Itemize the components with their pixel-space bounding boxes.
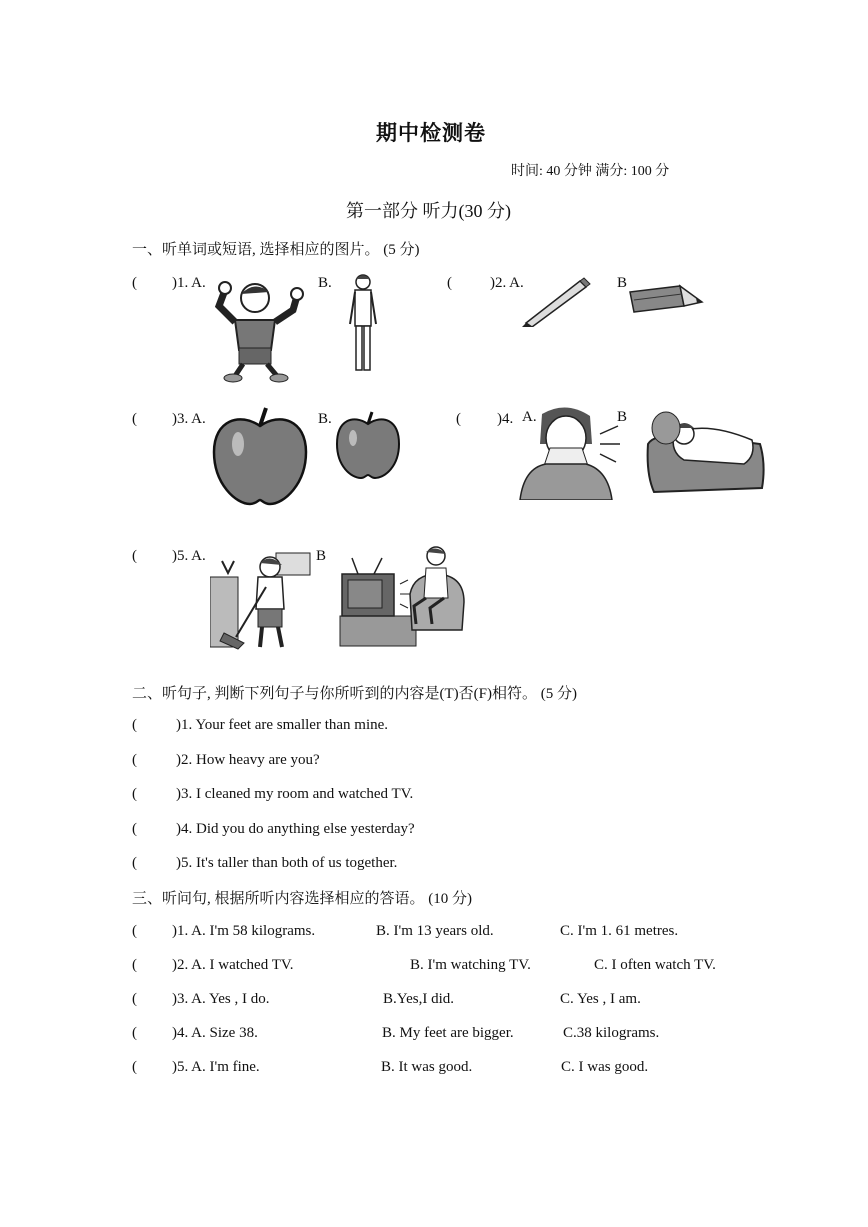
item-paren: ( [132,548,137,564]
thin-man-picture [345,272,381,376]
item-option-b: B. [318,275,332,291]
item-paren: ( [132,275,137,291]
question-option-b: B. My feet are bigger. [382,1025,514,1041]
question-paren: ( [132,821,137,837]
question-option-c: C. I'm 1. 61 metres. [560,923,679,939]
question-option-a: )3. A. Yes , I do. [172,991,270,1007]
question-option-a: )1. A. I'm 58 kilograms. [172,923,316,939]
question-option-a: )2. A. I watched TV. [172,957,294,973]
item-option-b: B [316,548,327,564]
question-text: )4. Did you do anything else yesterday? [176,821,415,837]
question-paren: ( [132,855,137,871]
short-pencil-picture [626,280,706,316]
item-number: )1. A. [172,275,206,291]
item-number: )5. A. [172,548,206,564]
exam-meta: 时间: 40 分钟 满分: 100 分 [511,164,670,179]
question-paren: ( [132,717,137,733]
question-text: )3. I cleaned my room and watched TV. [176,786,414,802]
question-paren: ( [132,786,137,802]
question-option-b: B. I'm 13 years old. [376,923,494,939]
question-paren: ( [132,1025,137,1041]
item-option-b: B [617,275,628,291]
page-title: 期中检测卷 [376,121,486,145]
question-paren: ( [132,923,137,939]
question-option-c: C. Yes , I am. [560,991,641,1007]
question-option-c: C. I often watch TV. [594,957,716,973]
question-option-b: B. I'm watching TV. [410,957,531,973]
item-option-b: B. [318,411,332,427]
watching-tv-picture [338,544,468,648]
question-option-a: )4. A. Size 38. [172,1025,258,1041]
question-paren: ( [132,1059,137,1075]
question-paren: ( [132,752,137,768]
strong-boy-picture [205,276,315,384]
item-number: )3. A. [172,411,206,427]
question-option-c: C.38 kilograms. [563,1025,660,1041]
sweeping-boy-picture [210,547,320,653]
small-apple-picture [333,410,403,480]
long-pencil-picture [520,275,592,327]
question-text: )5. It's taller than both of us together. [176,855,398,871]
big-apple-picture [210,404,310,508]
part-heading: 第一部分 听力(30 分) [346,201,511,221]
item-option-a: A. [522,409,537,425]
question-text: )2. How heavy are you? [176,752,320,768]
question-option-b: B. It was good. [381,1059,473,1075]
question-paren: ( [132,957,137,973]
item-paren: ( [447,275,452,291]
item-paren: ( [132,411,137,427]
item-option-b: B [617,409,628,425]
question-option-b: B.Yes,I did. [383,991,454,1007]
question-paren: ( [132,991,137,1007]
section2-heading: 二、听句子, 判断下列句子与你所听到的内容是(T)否(F)相符。 (5 分) [132,686,577,702]
section3-heading: 三、听问句, 根据所听内容选择相应的答语。 (10 分) [132,891,472,907]
question-option-a: )5. A. I'm fine. [172,1059,260,1075]
section1-heading: 一、听单词或短语, 选择相应的图片。 (5 分) [132,242,420,258]
item-number: )4. [497,411,514,427]
question-option-c: C. I was good. [561,1059,649,1075]
sleeping-in-bed-picture [644,404,768,496]
item-number: )2. A. [490,275,524,291]
item-paren: ( [456,411,461,427]
sneezing-woman-picture [514,404,624,500]
question-text: )1. Your feet are smaller than mine. [176,717,389,733]
